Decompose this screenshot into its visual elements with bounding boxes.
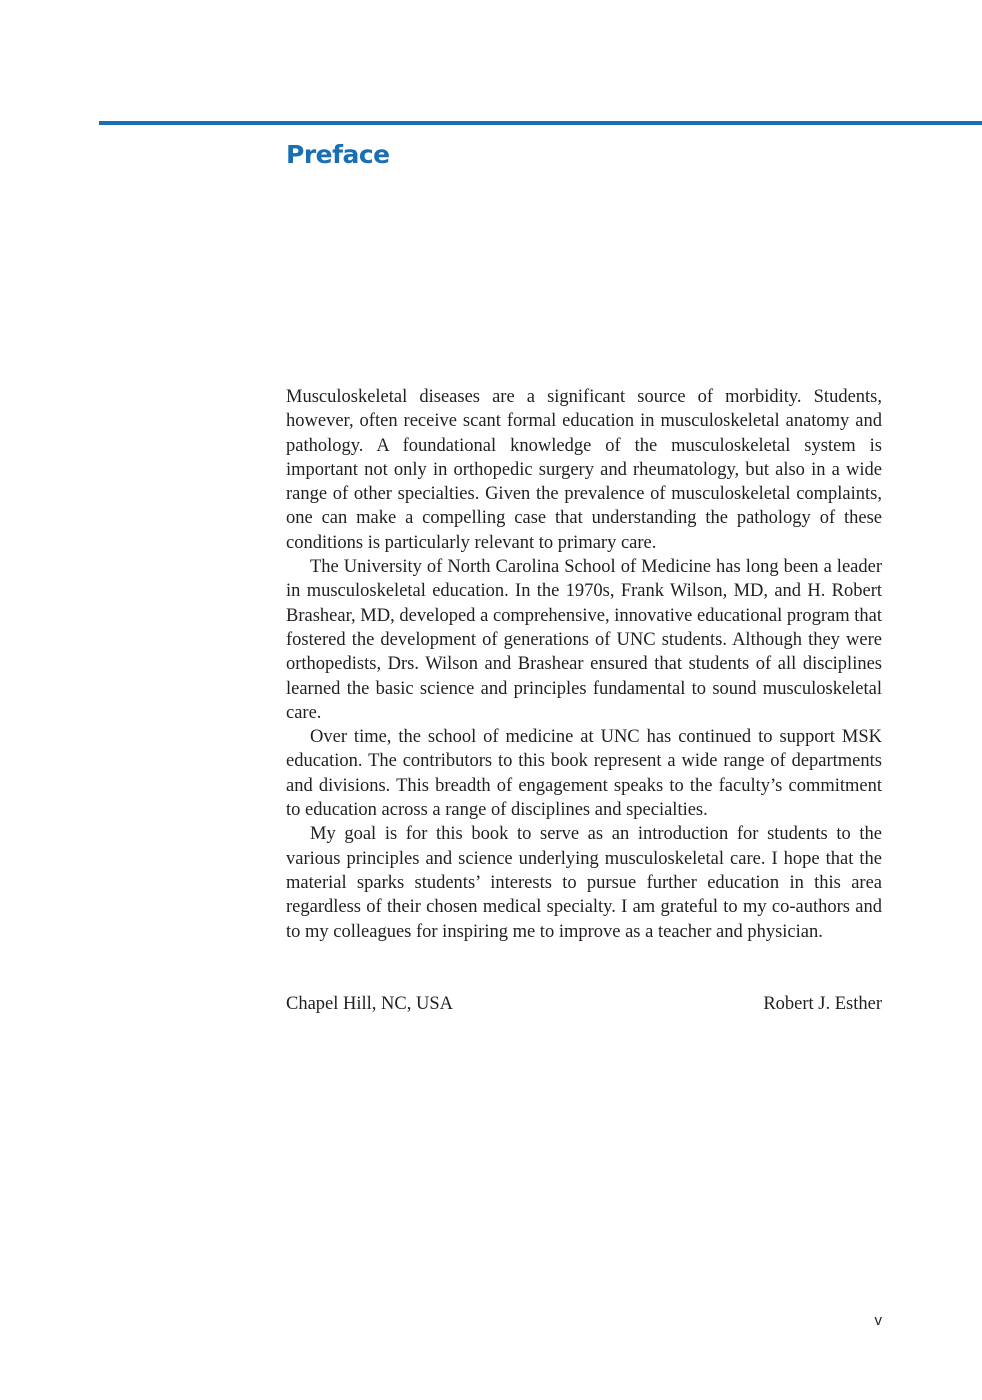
paragraph: Musculoskeletal diseases are a significant source of morbidity. Students, however, often receive scant formal education in musculoskeletal anatomy and pathology. A foundational knowledge of the musculoskeletal system is important not only in orthopedic surgery and rheumatology, but also in a wide range of other specialties. Given the prevalence of musculoskeletal complaints, one can make a compelling case that understanding the pathology of these conditions is particularly relevant to primary care. [286,387,882,553]
paragraph: The University of North Carolina School of Medicine has long been a leader in musculoskeletal education. In the 1970s, Frank Wilson, MD, and H. Robert Brashear, MD, developed a comprehensive, innovative educational program that fostered the development of generations of UNC students. Although they were orthopedists, Drs. Wilson and Brashear ensured that students of all disciplines learned the basic science and principles fundamental to sound musculoskeletal care. [286,557,882,723]
preface-body [286,385,882,944]
header-rule [99,121,982,125]
paragraph: Over time, the school of medicine at UNC has continued to support MSK education. The contributors to this book represent a wide range of departments and divisions. This breadth of engagement speaks to the faculty’s commitment to education across a range of disciplines and specialties. [286,727,882,821]
signature-location: Chapel Hill, NC, USA [286,994,454,1014]
page-number: v [874,1312,882,1329]
page-title: Preface [286,140,390,169]
signature-author: Robert J. Esther [763,994,882,1014]
signature-line [286,992,882,1016]
paragraph: My goal is for this book to serve as an introduction for students to the various principles and science underlying musculoskeletal care. I hope that the material sparks students’ interests to pursue further education in this area regardless of their chosen medical specialty. I am grateful to my co-authors and to my colleagues for inspiring me to improve as a teacher and physician. [286,824,882,942]
